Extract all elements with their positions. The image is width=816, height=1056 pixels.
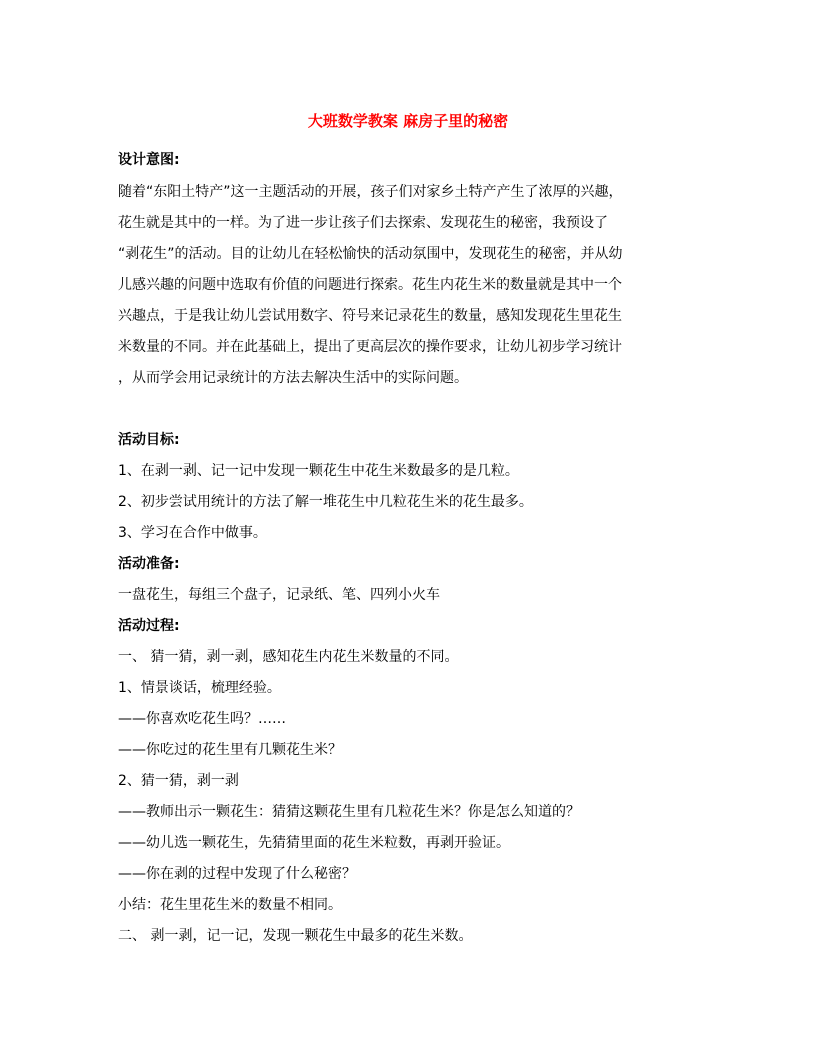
design-paragraph-line: 兴趣点，于是我让幼儿尝试用数字、符号来记录花生的数量，感知发现花生里花生	[118, 308, 622, 324]
page-title: 大班数学教案 麻房子里的秘密	[307, 112, 509, 130]
design-paragraph-line: 花生就是其中的一样。为了进一步让孩子们去探索、发现花生的秘密，我预设了	[118, 215, 608, 231]
process-step: 小结：花生里花生米的数量不相同。	[118, 897, 342, 913]
process-step: 二、 剥一剥，记一记，发现一颗花生中最多的花生米数。	[118, 928, 473, 944]
design-paragraph-line: 随着“东阳土特产”这一主题活动的开展，孩子们对家乡土特产产生了浓厚的兴趣，	[118, 184, 623, 200]
process-heading: 活动过程:	[118, 618, 180, 634]
process-step: ——你喜欢吃花生吗？……	[118, 711, 286, 727]
goal-item: 1、在剥一剥、记一记中发现一颗花生中花生米数最多的是几粒。	[118, 463, 519, 479]
prep-heading: 活动准备:	[118, 556, 180, 572]
process-step: ——你在剥的过程中发现了什么秘密？	[118, 866, 356, 882]
prep-item: 一盘花生，每组三个盘子，记录纸、笔、四列小火车	[118, 587, 440, 603]
process-step: 2、猜一猜，剥一剥	[118, 773, 239, 789]
goals-heading: 活动目标:	[118, 432, 180, 448]
goal-item: 2、初步尝试用统计的方法了解一堆花生中几粒花生米的花生最多。	[118, 494, 533, 510]
design-paragraph-line: “剥花生”的活动。目的让幼儿在轻松愉快的活动氛围中，发现花生的秘密，并从幼	[118, 246, 623, 262]
process-step: 1、情景谈话，梳理经验。	[118, 680, 281, 696]
design-paragraph-line: 米数量的不同。并在此基础上，提出了更高层次的操作要求，让幼儿初步学习统计	[118, 339, 622, 355]
design-paragraph-line: ，从而学会用记录统计的方法去解决生活中的实际问题。	[118, 370, 468, 386]
process-step: 一、 猜一猜，剥一剥，感知花生内花生米数量的不同。	[118, 649, 459, 665]
design-heading: 设计意图:	[118, 152, 180, 168]
process-step: ——教师出示一颗花生：猜猜这颗花生里有几粒花生米？你是怎么知道的？	[118, 804, 580, 820]
design-paragraph-line: 儿感兴趣的问题中选取有价值的问题进行探索。花生内花生米的数量就是其中一个	[118, 277, 622, 293]
process-step: ——你吃过的花生里有几颗花生米？	[118, 742, 342, 758]
goal-item: 3、学习在合作中做事。	[118, 525, 267, 541]
process-step: ——幼儿选一颗花生，先猜猜里面的花生米粒数，再剥开验证。	[118, 835, 510, 851]
